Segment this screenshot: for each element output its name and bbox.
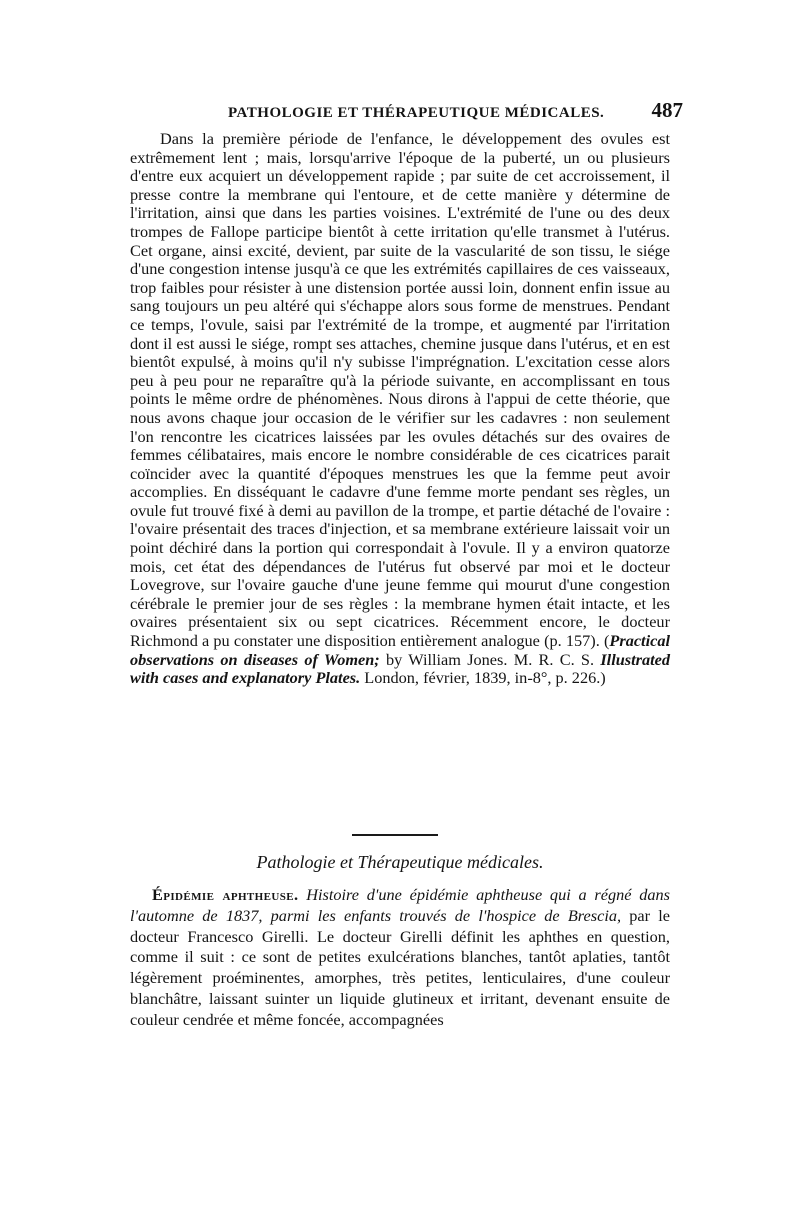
paragraph-2 [130, 885, 670, 1031]
page-number: 487 [651, 98, 683, 122]
running-head: PATHOLOGIE ET THÉRAPEUTIQUE MÉDICALES. [228, 105, 605, 121]
source-author: by William Jones. M. R. C. S. [379, 649, 601, 669]
source-imprint: London, février, 1839, in-8°, p. 226.) [360, 668, 606, 688]
section-title: Pathologie et Thérapeutique médicales. [256, 852, 544, 872]
section-divider [352, 834, 438, 836]
source-subtitle: Illustrated with cases and explanatory Plates. [130, 649, 670, 688]
paragraph-1-text: Dans la première période de l'enfance, le développement des ovules est extrêmement lent ; mais, lorsqu'arrive l'époque de la puberté, un ou plusieurs d'entre eux acquiert un développement rapide ; par suite de cet accroissement, il presse contre la membrane qui l'entoure, et de cette manière y détermine de l'irritation, ainsi que dans les parties voisines. L'extrémité de l'une ou des deux trompes de Fallope participe bientôt à cette irritation qu'elle transmet à l'utérus. Cet organe, ainsi excité, devient, par suite de la vascularité de son tissu, le siége d'une congestion intense jusqu'à ce que les extrémités capillaires de ces vaisseaux, trop faibles pour résister à une distension portée aussi loin, donnent enfin issue au sang toujours un peu altéré qui s'échappe alors sous forme de menstrues. Pendant ce temps, l'ovule, saisi par l'extrémité de la trompe, et augmenté par l'irritation dont il est aussi le siége, rompt ses attaches, chemine jusque dans l'utérus, et en est bientôt expulsé, à moins qu'il n'y subisse l'imprégnation. L'excitation cesse alors peu à peu pour ne reparaître qu'à la période suivante, en accomplissant en tous points le même ordre de phénomènes. Nous dirons à l'appui de cette théorie, que nous avons chaque jour occasion de le vérifier sur les cadavres : non seulement l'on rencontre les cicatrices laissées par les ovules détachés sur des ovaires de femmes célibataires, mais encore le nombre considérable de ces cicatrices parait coïncider avec la quantité d'époques menstrues les que la femme peut avoir accomplies. En disséquant le cadavre d'une femme morte pendant ses règles, un ovule fut trouvé fixé à demi au pavillon de la trompe, et partie détaché de l'ovaire : l'ovaire présentait des traces d'injection, et sa membrane extérieure laissait voir un point déchiré dans la portion qui correspondait à l'ovule. Il y a environ quatorze mois, cet état des dépendances de l'utérus fut observé par moi et le docteur Lovegrove, sur l'ovaire gauche d'une jeune femme qui mourut d'une congestion cérébrale le premier jour de ses règles : la membrane hymen était intacte, et les ovaires présentaient six ou sept cicatrices. Récemment encore, le docteur Richmond a pu constater une disposition entièrement analogue (p. 157). ( [130, 129, 670, 651]
page-header [228, 98, 683, 123]
paragraph-2-text: par le docteur Francesco Girelli. Le docteur Girelli définit les aphthes en question, comme il suit : ce sont de petites exulcérations blanches, tantôt aplaties, tantôt légèrement proéminentes, amorphes, très petites, lenticulaires, d'une couleur blanchâtre, laissant suinter un liquide glutineux et irritant, devenant ensuite de couleur cendrée et même foncée, accompagnées [130, 905, 670, 1029]
body-text-paragraph-1 [130, 130, 670, 688]
source-title: Practical observations on diseases of Women; [130, 631, 670, 669]
body-text-paragraph-2 [130, 885, 670, 1031]
paragraph-2-title: Histoire d'une épidémie aphtheuse qui a régné dans l'automne de 1837, parmi les enfants trouvés de l'hospice de Brescia, [130, 885, 671, 925]
paragraph-1 [130, 130, 670, 688]
paragraph-2-lead: Épidémie aphtheuse. [152, 885, 299, 904]
